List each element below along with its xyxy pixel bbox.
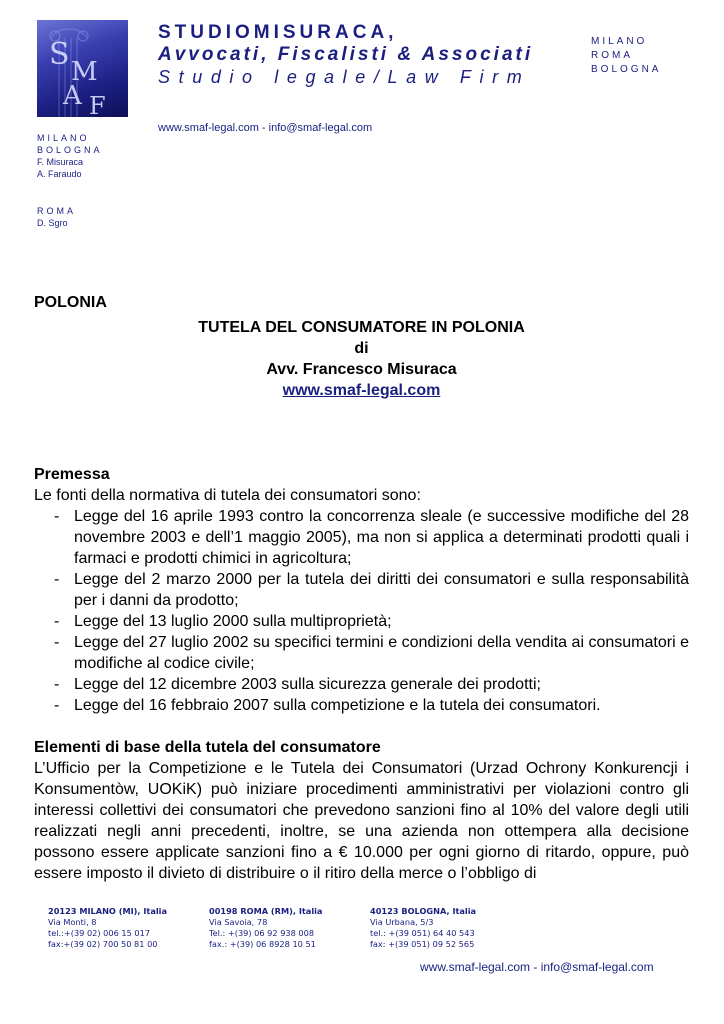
footer-website-link[interactable]: www.smaf-legal.com [420, 960, 531, 974]
document-title: TUTELA DEL CONSUMATORE IN POLONIA [198, 319, 525, 336]
footer-office-roma: 00198 ROMA (RM), Italia Via Savoia, 78 Tel.: +(39) 06 92 938 008 fax.: +(39) 06 8928 10 51 [209, 906, 323, 949]
header-city: BOLOGNA [591, 64, 662, 75]
sidebar-partner: D. Sgro [37, 218, 68, 228]
list-item: - Legge del 16 aprile 1993 contro la concorrenza sleale (e successive modifiche del 28 novembre 2003 e dell’1 maggio 2005), ma non si applica a determinati prodotti quali i farmaci e prodotti chimici in agricoltura; [54, 508, 689, 567]
document-body [34, 292, 689, 884]
header-separator: - [261, 122, 266, 134]
footer-email-link[interactable]: info@smaf-legal.com [540, 960, 654, 974]
header-contact [158, 122, 372, 134]
firm-subtitle: Avvocati, Fiscalisti & Associati [158, 44, 534, 65]
svg-text:M: M [71, 57, 98, 87]
svg-text:F: F [89, 92, 106, 117]
country-heading: POLONIA [34, 294, 107, 311]
list-item: - Legge del 2 marzo 2000 per la tutela dei diritti dei consumatori e sulla responsabilità per i danni da prodotto; [54, 571, 689, 609]
sidebar-partner: F. Misuraca [37, 157, 84, 167]
header-cities [591, 35, 661, 77]
header-city: ROMA [591, 50, 633, 61]
section-intro: Le fonti della normativa di tutela dei consumatori sono: [34, 487, 421, 504]
header-city: MILANO [591, 36, 648, 47]
footer-office-milano: 20123 MILANO (MI), Italia Via Monti, 8 tel.:+(39 02) 006 15 017 fax:+(39 02) 700 50 81 00 [48, 906, 168, 949]
title-by: di [354, 340, 369, 357]
sidebar-city: MILANO [37, 133, 90, 143]
sidebar-city: BOLOGNA [37, 145, 103, 155]
sidebar-city: ROMA [37, 206, 76, 216]
title-website-link[interactable]: www.smaf-legal.com [282, 382, 441, 399]
svg-text:A: A [63, 81, 82, 111]
header-website-link[interactable]: www.smaf-legal.com [158, 122, 259, 134]
firm-name: STUDIOMISURACA, [158, 22, 398, 43]
list-item: - Legge del 16 febbraio 2007 sulla competizione e la tutela dei consumatori. [54, 697, 601, 714]
sidebar-partner: A. Faraudo [37, 169, 82, 179]
firm-logo [37, 20, 128, 117]
header-email-link[interactable]: info@smaf-legal.com [268, 122, 373, 134]
list-item: - Legge del 27 luglio 2002 su specifici termini e condizioni della vendita ai consumatori e modifiche al codice civile; [54, 634, 689, 672]
firm-tagline: Studio legale/Law Firm [158, 67, 531, 87]
law-list [34, 506, 689, 716]
section-heading-elementi: Elementi di base della tutela del consumatore [34, 739, 381, 756]
section-paragraph: L’Ufficio per la Competizione e le Tutela dei Consumatori (Urzad Ochrony Konkurencji i Konsumentòw, UOKiK) può iniziare procedimenti amministrativi per violazioni contro gli interessi collettivi dei consumatori che prevedono sanzioni fino al 10% del valore degli utili realizzati negli anni precedenti, inoltre, se una azienda non ottemperа alla decisione possono essere applicate sanzioni fino a € 10.000 per ogni giorno di ritardo, oppure, può essere imposto il divieto di distribuire o il ritiro della merce o l’obbligo di [34, 760, 689, 882]
title-block [34, 317, 689, 401]
svg-text:S: S [49, 37, 70, 72]
office-partners-sidebar [37, 132, 103, 229]
footer-separator: - [533, 960, 538, 974]
logo-column-graphic [37, 20, 128, 117]
document-author: Avv. Francesco Misuraca [266, 361, 457, 378]
section-heading-premessa: Premessa [34, 466, 110, 483]
list-item: - Legge del 12 dicembre 2003 sulla sicurezza generale dei prodotti; [54, 676, 541, 693]
list-item: - Legge del 13 luglio 2000 sulla multiproprietà; [54, 613, 392, 630]
footer-office-bologna: 40123 BOLOGNA, Italia Via Urbana, 5/3 tel.: +(39 051) 64 40 543 fax: +(39 051) 09 52 565 [370, 906, 477, 949]
footer-contact [420, 960, 654, 974]
